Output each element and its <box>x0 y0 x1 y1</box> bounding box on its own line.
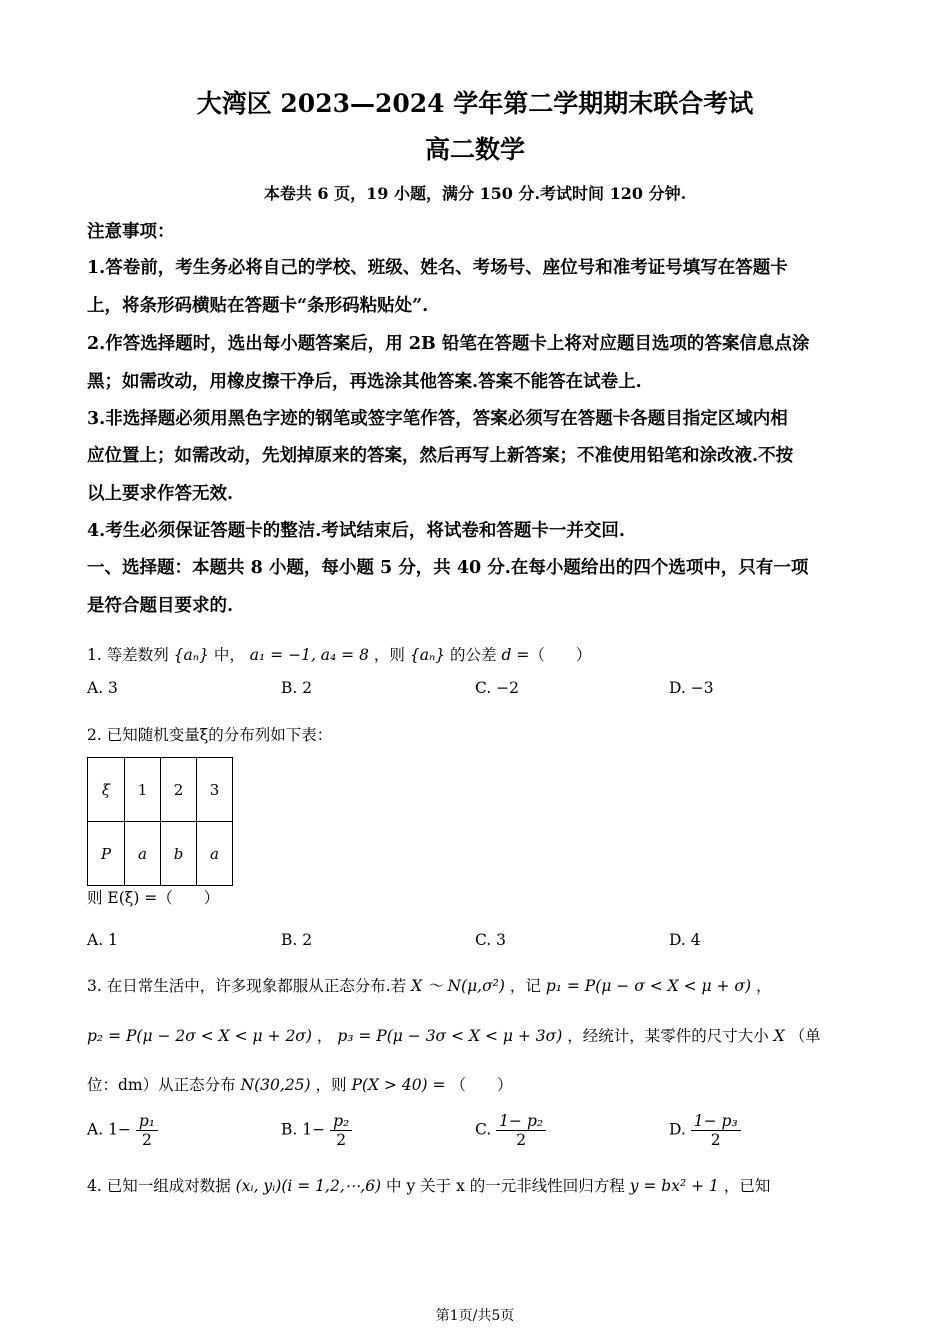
q3-formula: p₃ = P(μ − 3σ < X < μ + 3σ) <box>337 1027 563 1045</box>
q3-option-d[interactable] <box>669 1112 741 1149</box>
q3-formula: N(30,25) <box>240 1076 311 1094</box>
table-cell: 1 <box>125 758 161 822</box>
q2-option-a[interactable]: A. 1 <box>87 931 118 949</box>
table-row <box>88 758 233 822</box>
numerator: p₂ <box>330 1112 352 1131</box>
q1-end: =（ ） <box>516 646 592 664</box>
table-cell: ξ <box>88 758 125 822</box>
q1-mid2: ，则 <box>373 646 405 664</box>
question-1 <box>87 643 591 665</box>
q2-option-d[interactable]: D. 4 <box>669 931 701 949</box>
q1-option-b[interactable]: B. 2 <box>281 679 313 697</box>
table-cell: a <box>125 822 161 886</box>
option-label: B. <box>281 1120 298 1139</box>
q1-tail: 的公差 <box>450 646 497 664</box>
option-prefix: 1− <box>302 1120 326 1139</box>
exam-info: 本卷共 6 页，19 小题，满分 150 分.考试时间 120 分钟. <box>263 184 687 203</box>
question-3-line-2 <box>87 1024 821 1046</box>
notice-line: 黑；如需改动，用橡皮擦干净后，再选涂其他答案.答案不能答在试卷上. <box>87 372 642 392</box>
question-4 <box>87 1174 770 1196</box>
question-2: 2. 已知随机变量ξ的分布列如下表： <box>87 726 333 744</box>
q1-prefix: 1. 等差数列 <box>87 646 169 664</box>
table-cell: b <box>161 822 197 886</box>
option-label: D. <box>669 1120 686 1139</box>
q4-text: 中 y 关于 x 的一元非线性回归方程 <box>386 1177 625 1195</box>
q3-formula: p₁ = P(μ − σ < X < μ + σ) <box>545 977 752 995</box>
notice-line: 3.非选择题必须用黑色字迹的钢笔或签字笔作答，答案必须写在答题卡各题目指定区域内相 <box>87 409 788 429</box>
denominator: 2 <box>710 1131 721 1149</box>
q3-text: ，经统计，某零件的尺寸大小 <box>567 1027 769 1045</box>
fraction <box>330 1112 352 1149</box>
distribution-table <box>87 757 233 886</box>
q2-option-c[interactable]: C. 3 <box>475 931 507 949</box>
q3-formula: X <box>773 1027 785 1045</box>
numerator: 1− p₃ <box>691 1112 741 1131</box>
denominator: 2 <box>516 1131 527 1149</box>
page-number: 第1页/共5页 <box>435 1308 515 1324</box>
q3-text: ， <box>316 1027 333 1045</box>
notice-line: 上，将条形码横贴在答题卡“条形码粘贴处”. <box>87 296 429 316</box>
q3-formula: p₂ = P(μ − 2σ < X < μ + 2σ) <box>87 1027 312 1045</box>
q3-text: 位：dm）从正态分布 <box>87 1076 236 1094</box>
table-cell: 2 <box>161 758 197 822</box>
table-cell: P <box>88 822 125 886</box>
q3-option-c[interactable] <box>475 1112 546 1149</box>
notice-line: 2.作答选择题时，选出每小题答案后，用 2B 铅笔在答题卡上将对应题目选项的答案信息点涂 <box>87 334 810 354</box>
q1-option-a[interactable]: A. 3 <box>87 679 118 697</box>
denominator: 2 <box>336 1131 347 1149</box>
q3-text: ，记 <box>509 977 541 995</box>
q4-text: 4. 已知一组成对数据 <box>87 1177 231 1195</box>
q3-text: ，则 <box>315 1076 347 1094</box>
option-label: C. <box>475 1120 492 1139</box>
q4-formula: (xᵢ, yᵢ)(i = 1,2,⋯,6) <box>235 1177 382 1195</box>
q3-text: 3. 在日常生活中，许多现象都服从正态分布.若 <box>87 977 407 995</box>
numerator: 1− p₂ <box>496 1112 546 1131</box>
q1-mid: 中， <box>213 646 245 664</box>
q1-sequence: {aₙ} <box>173 646 209 664</box>
notice-heading: 注意事项： <box>87 222 175 242</box>
notice-line: 4.考生必须保证答题卡的整洁.考试结束后，将试卷和答题卡一并交回. <box>87 521 625 541</box>
q1-condition: a₁ = −1, a₄ = 8 <box>249 646 369 664</box>
q3-text: ， <box>755 977 772 995</box>
notice-line: 1.答卷前，考生务必将自己的学校、班级、姓名、考场号、座位号和准考证号填写在答题卡 <box>87 258 788 278</box>
q1-sequence-2: {aₙ} <box>409 646 446 664</box>
q4-text: ，已知 <box>723 1177 771 1195</box>
q2-option-b[interactable]: B. 2 <box>281 931 313 949</box>
table-cell: a <box>197 822 233 886</box>
fraction <box>136 1112 158 1149</box>
table-cell: 3 <box>197 758 233 822</box>
question-3 <box>87 974 772 996</box>
section-heading: 一、选择题：本题共 8 小题，每小题 5 分，共 40 分.在每小题给出的四个选项中，只有一项 <box>87 558 809 578</box>
exam-subject: 高二数学 <box>424 135 525 164</box>
section-heading-cont: 是符合题目要求的. <box>87 596 234 616</box>
q3-text: （ ） <box>450 1076 513 1094</box>
q3-formula: X ～ N(μ,σ²) <box>411 977 505 995</box>
notice-line: 应位置上；如需改动，先划掉原来的答案，然后再写上新答案；不准使用铅笔和涂改液.不按 <box>87 446 794 466</box>
exam-title: 大湾区 2023—2024 学年第二学期期末联合考试 <box>196 89 754 118</box>
q3-option-a[interactable] <box>87 1112 158 1149</box>
denominator: 2 <box>141 1131 152 1149</box>
option-label: A. <box>87 1120 104 1139</box>
table-row <box>88 822 233 886</box>
q1-option-d[interactable]: D. −3 <box>669 679 714 697</box>
q3-option-b[interactable] <box>281 1112 352 1149</box>
numerator: p₁ <box>136 1112 158 1131</box>
q1-option-c[interactable]: C. −2 <box>475 679 520 697</box>
q3-text: （单 <box>789 1027 821 1045</box>
q3-formula: P(X > 40) = <box>351 1076 446 1094</box>
q4-formula: y = bx² + 1 <box>629 1177 719 1195</box>
q1-variable: d <box>501 646 512 664</box>
option-prefix: 1− <box>108 1120 131 1139</box>
notice-line: 以上要求作答无效. <box>87 484 234 504</box>
question-3-line-3 <box>87 1073 512 1095</box>
fraction <box>496 1112 546 1149</box>
q2-ask: 则 E(ξ) =（ ） <box>87 889 220 907</box>
fraction <box>691 1112 741 1149</box>
